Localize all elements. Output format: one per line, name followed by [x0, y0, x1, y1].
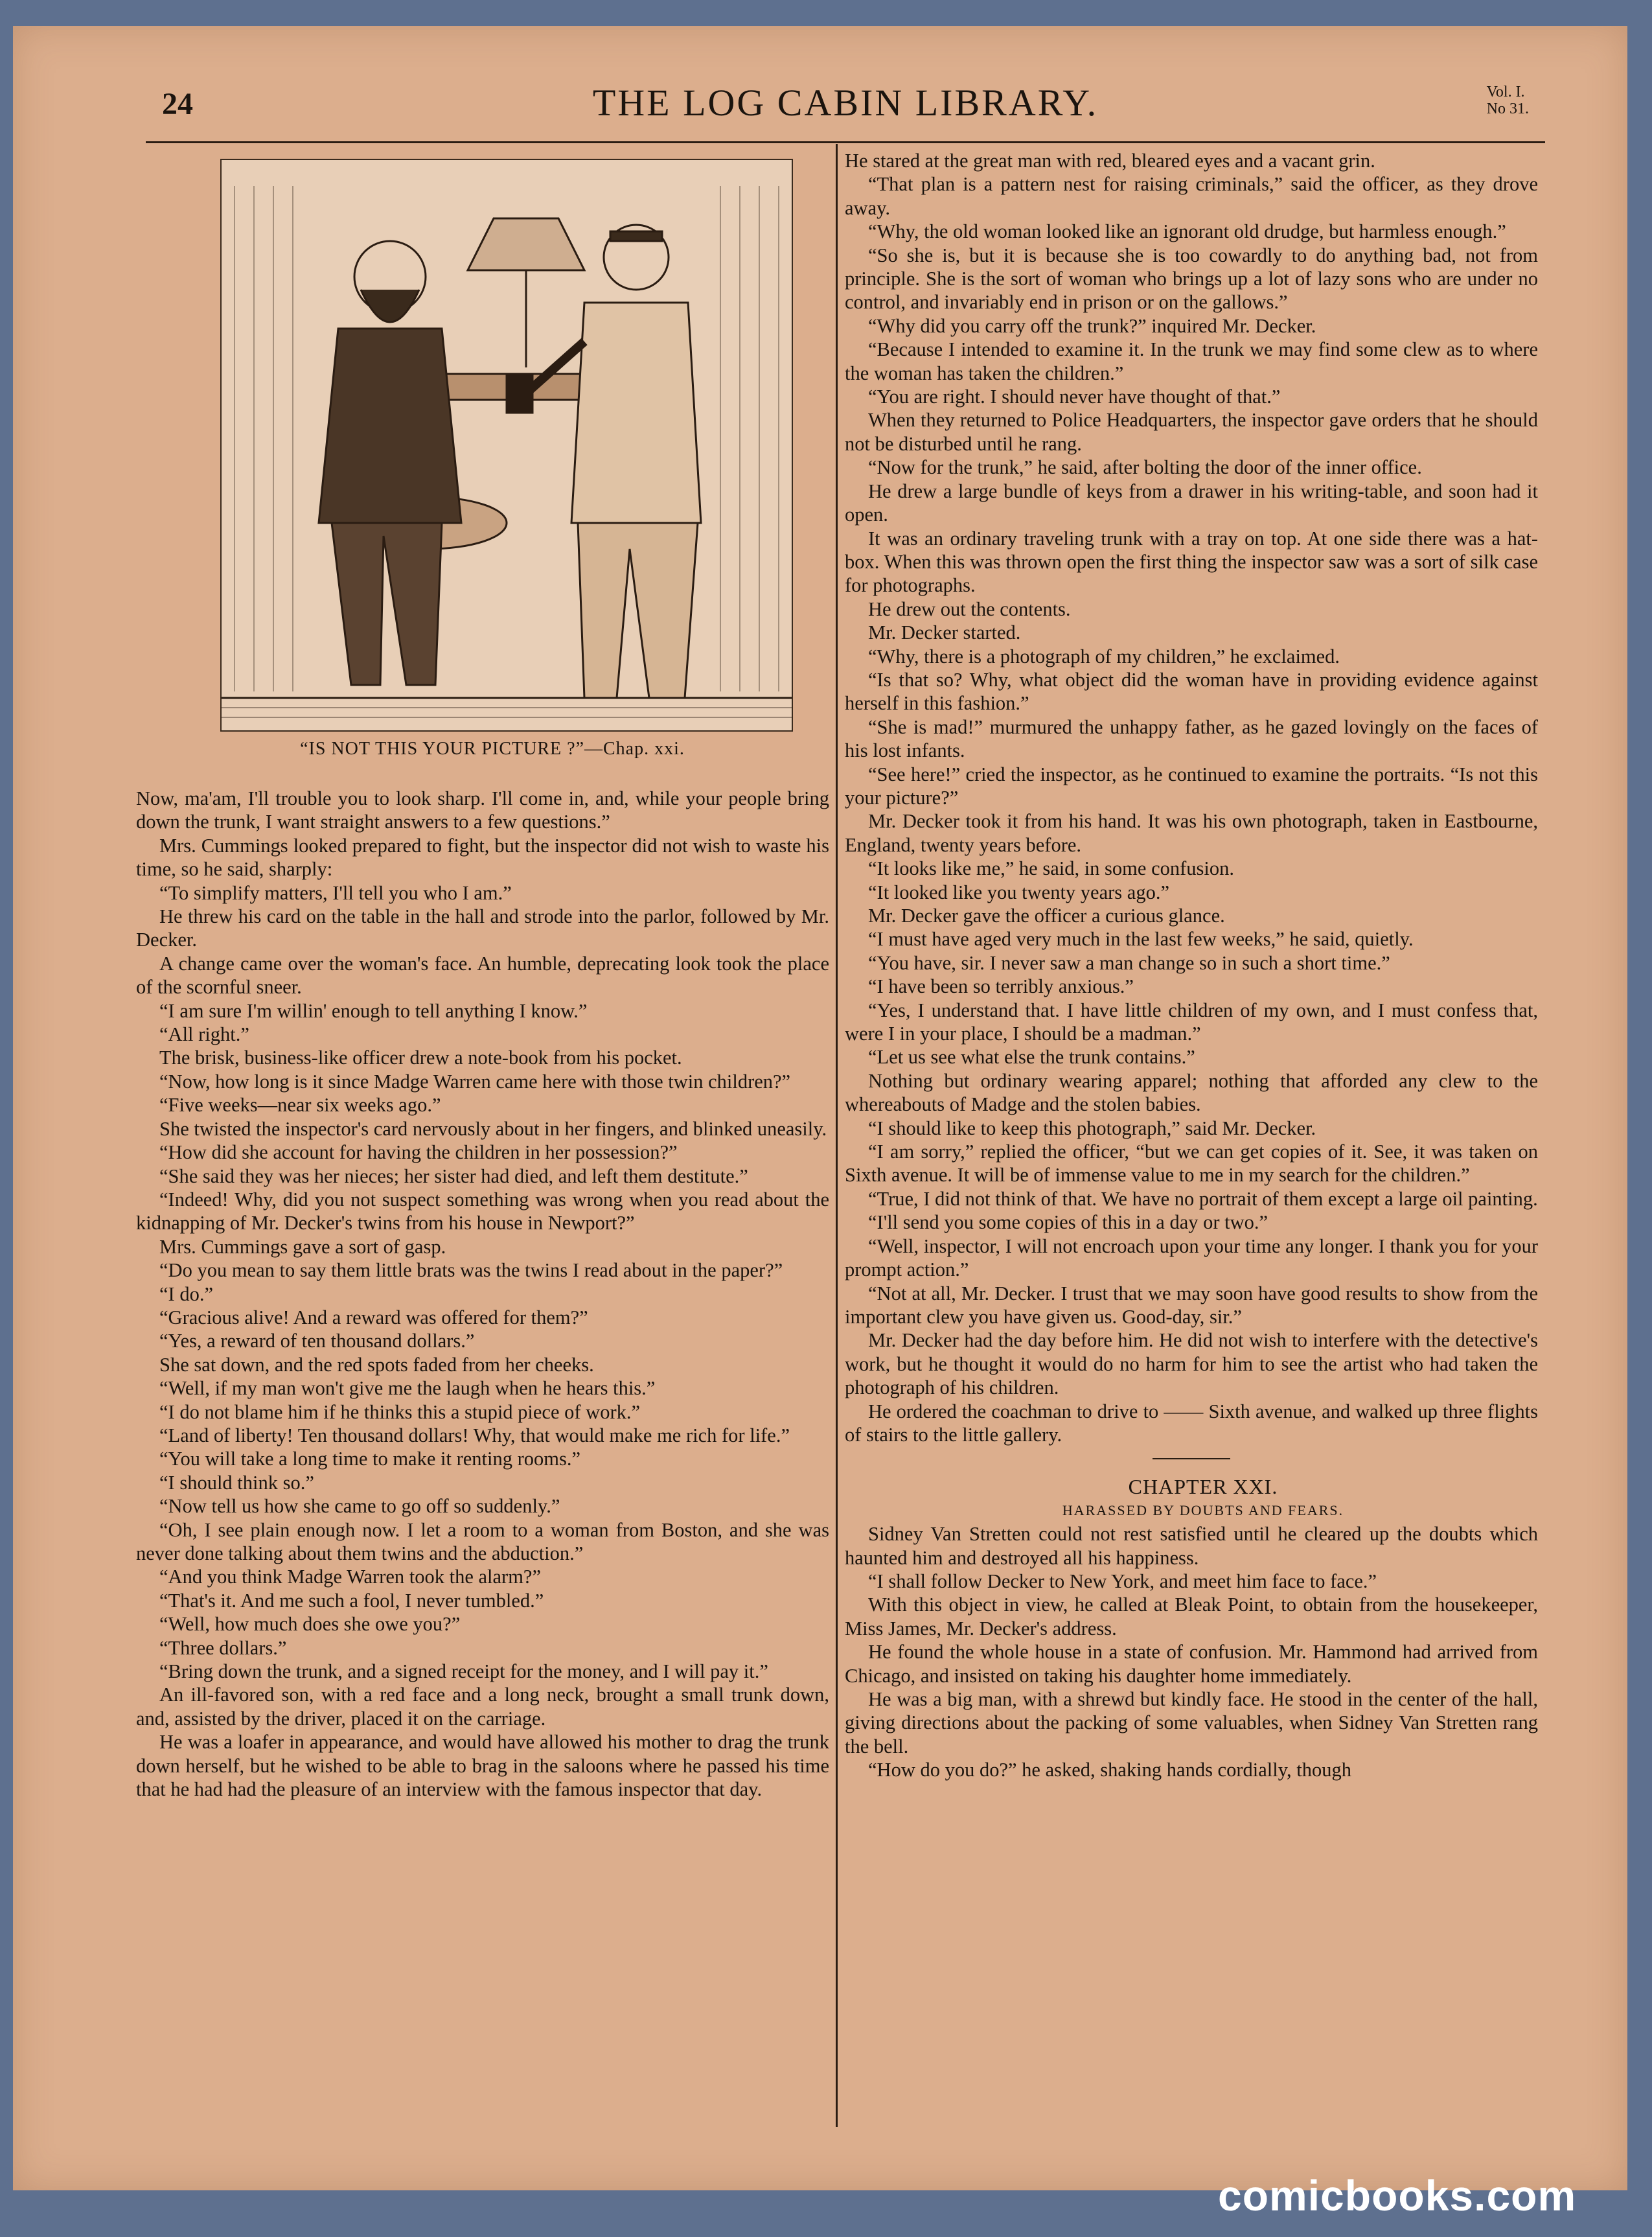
- paragraph: Mr. Decker gave the officer a curious glance.: [868, 905, 1225, 927]
- paragraph: “Is that so? Why, what object did the woman have in providing evidence against herself in this fashion.”: [845, 668, 1538, 715]
- paragraph: He drew a large bundle of keys from a drawer in his writing-table, and soon had it open.: [845, 480, 1538, 526]
- paragraph: “Well, inspector, I will not encroach upon your time any longer. I thank you for your prompt action.”: [845, 1234, 1538, 1281]
- paragraph: It was an ordinary traveling trunk with a tray on top. At one side there was a hat-box. When this was thrown open the first thing the inspector saw was a sort of silk case for photographs.: [845, 527, 1538, 597]
- paragraph: “How do you do?” he asked, shaking hands cordially, though: [868, 1759, 1351, 1781]
- paragraph: With this object in view, he called at Bleak Point, to obtain from the housekeeper, Miss James, Mr. Decker's address.: [845, 1594, 1538, 1640]
- paragraph: “Yes, I understand that. I have little children of my own, and I must confess that, were I in your place, I should be a madman.”: [845, 999, 1538, 1045]
- paragraph: “I do.”: [159, 1282, 213, 1305]
- paragraph: “It looked like you twenty years ago.”: [868, 881, 1169, 903]
- header-rule: [146, 141, 1545, 143]
- paragraph: “I am sure I'm willin' enough to tell anything I know.”: [159, 999, 588, 1022]
- two-men-engraving: [222, 160, 792, 730]
- paragraph: Mr. Decker started.: [868, 621, 1021, 644]
- paragraph: “Now, how long is it since Madge Warren came here with those twin children?”: [159, 1070, 791, 1093]
- paragraph: Mrs. Cummings gave a sort of gasp.: [159, 1235, 446, 1258]
- paragraph: A change came over the woman's face. An humble, deprecating look took the place of the scornful sneer.: [136, 952, 829, 999]
- paragraph: He was a loafer in appearance, and would have allowed his mother to drag the trunk down herself, but he wished to be able to brag in the saloons where he passed his time that he had had the pleasure of an interview with the famous inspector that day.: [136, 1731, 829, 1801]
- engraving-illustration: [220, 159, 793, 732]
- paragraph: “Three dollars.”: [159, 1636, 287, 1659]
- chapter-heading: CHAPTER XXI.: [1128, 1475, 1278, 1499]
- paragraph: “Bring down the trunk, and a signed receipt for the money, and I will pay it.”: [159, 1660, 768, 1683]
- paragraph: “To simplify matters, I'll tell you who I am.”: [159, 881, 512, 904]
- paragraph: “That's it. And me such a fool, I never tumbled.”: [159, 1589, 544, 1612]
- chapter-separator-rule: [1153, 1458, 1230, 1459]
- paragraph: “Because I intended to examine it. In the trunk we may find some clew as to where the woman has taken the children.”: [845, 338, 1538, 384]
- paragraph: “Yes, a reward of ten thousand dollars.”: [159, 1330, 475, 1352]
- paragraph: “All right.”: [159, 1023, 249, 1046]
- paragraph: He was a big man, with a shrewd but kindly face. He stood in the center of the hall, giving directions about the packing of some valuables, when Sidney Van Stretten rang the bell.: [845, 1688, 1538, 1757]
- right-column-story: [845, 149, 1538, 1446]
- volume-line: Vol. I.: [1486, 84, 1525, 100]
- page-number: 24: [162, 87, 193, 121]
- paragraph: “I should think so.”: [159, 1471, 314, 1494]
- paragraph: “You are right. I should never have thought of that.”: [868, 386, 1281, 408]
- right-text-column: [845, 149, 1538, 1782]
- left-text-column: [136, 787, 829, 1801]
- paragraph: “It looks like me,” he said, in some confusion.: [868, 857, 1234, 880]
- paragraph: He stared at the great man with red, bleared eyes and a vacant grin.: [845, 150, 1375, 172]
- paragraph: “Why, there is a photograph of my children,” he exclaimed.: [868, 645, 1340, 667]
- publication-title: THE LOG CABIN LIBRARY.: [592, 82, 1099, 124]
- paragraph: “Not at all, Mr. Decker. I trust that we may soon have good results to show from the important clew you have given us. Good-day, sir.”: [845, 1282, 1538, 1328]
- paragraph: Nothing but ordinary wearing apparel; nothing that afforded any clew to the whereabouts of Madge and the stolen babies.: [845, 1069, 1538, 1116]
- issue-line: No 31.: [1486, 100, 1529, 117]
- paragraph: “I do not blame him if he thinks this a stupid piece of work.”: [159, 1400, 641, 1423]
- paragraph: She twisted the inspector's card nervously about in her fingers, and blinked uneasily.: [159, 1117, 827, 1140]
- paragraph: “Now for the trunk,” he said, after bolting the door of the inner office.: [868, 456, 1422, 479]
- paragraph: Mr. Decker had the day before him. He did not wish to interfere with the detective's work, but he thought it would do no harm for him to see the artist who had taken the photograph of his children.: [845, 1329, 1538, 1399]
- paragraph: “Gracious alive! And a reward was offered for them?”: [159, 1306, 588, 1328]
- paragraph: “You have, sir. I never saw a man change so in such a short time.”: [868, 951, 1390, 974]
- paragraph: “Indeed! Why, did you not suspect something was wrong when you read about the kidnapping of Mr. Decker's twins from his house in Newport?”: [136, 1188, 829, 1234]
- paragraph: “You will take a long time to make it renting rooms.”: [159, 1448, 581, 1470]
- paragraph: “Five weeks—near six weeks ago.”: [159, 1094, 441, 1117]
- paragraph: “Why, the old woman looked like an ignorant old drudge, but harmless enough.”: [868, 220, 1506, 243]
- chapter-text: [845, 1522, 1538, 1781]
- page-header: [149, 62, 1542, 139]
- paragraph: “And you think Madge Warren took the alarm?”: [159, 1566, 542, 1588]
- illustration-caption: “IS NOT THIS YOUR PICTURE ?”—Chap. xxi.: [300, 739, 685, 759]
- paragraph: “Now tell us how she came to go off so suddenly.”: [159, 1495, 560, 1518]
- paragraph: He ordered the coachman to drive to —— Sixth avenue, and walked up three flights of stairs to the little gallery.: [845, 1400, 1538, 1446]
- paragraph: “I must have aged very much in the last few weeks,” he said, quietly.: [868, 928, 1414, 951]
- paragraph: Mr. Decker took it from his hand. It was his own photograph, taken in Eastbourne, England, twenty years before.: [845, 810, 1538, 856]
- paragraph: “Do you mean to say them little brats was the twins I read about in the paper?”: [159, 1259, 783, 1282]
- paragraph: “Oh, I see plain enough now. I let a room to a woman from Boston, and she was never done talking about them twins and the abduction.”: [136, 1518, 829, 1564]
- paragraph: He threw his card on the table in the hall and strode into the parlor, followed by Mr. Decker.: [136, 905, 829, 951]
- paragraph: “Well, if my man won't give me the laugh when he hears this.”: [159, 1377, 656, 1400]
- paragraph: “I have been so terribly anxious.”: [868, 975, 1134, 998]
- paragraph: “See here!” cried the inspector, as he continued to examine the portraits. “Is not this your picture?”: [845, 763, 1538, 809]
- paragraph: “How did she account for having the children in her possession?”: [159, 1141, 678, 1164]
- watermark: comicbooks.com: [1218, 2172, 1577, 2220]
- paragraph: She sat down, and the red spots faded from her cheeks.: [159, 1353, 594, 1376]
- chapter-subtitle: HARASSED BY DOUBTS AND FEARS.: [1062, 1501, 1344, 1518]
- paragraph: “She said they was her nieces; her sister had died, and left them destitute.”: [159, 1165, 748, 1187]
- column-divider: [836, 144, 838, 2127]
- paragraph: Sidney Van Stretten could not rest satisfied until he cleared up the doubts which haunted him and destroyed all his happiness.: [845, 1523, 1538, 1569]
- paragraph: The brisk, business-like officer drew a note-book from his pocket.: [159, 1047, 682, 1069]
- paragraph: “Well, how much does she owe you?”: [159, 1613, 461, 1636]
- paragraph: “I should like to keep this photograph,” said Mr. Decker.: [868, 1117, 1316, 1139]
- paragraph: “I am sorry,” replied the officer, “but we can get copies of it. See, it was taken on Sixth avenue. It will be of immense value to me in my search for the children.”: [845, 1141, 1538, 1187]
- paragraph: “Why did you carry off the trunk?” inquired Mr. Decker.: [868, 314, 1316, 337]
- paragraph: “That plan is a pattern nest for raising criminals,” said the officer, as they drove away.: [845, 173, 1538, 219]
- paragraph: When they returned to Police Headquarters, the inspector gave orders that he should not be disturbed until he rang.: [845, 409, 1538, 455]
- volume-info: [1487, 84, 1529, 117]
- paragraph: “Land of liberty! Ten thousand dollars! Why, that would make me rich for life.”: [159, 1424, 790, 1446]
- paragraph: Mrs. Cummings looked prepared to fight, but the inspector did not wish to waste his time, so he said, sharply:: [136, 834, 829, 881]
- paragraph: “So she is, but it is because she is too cowardly to do anything bad, not from principle. She is the sort of woman who brings up a lot of lazy sons who are under no control, and invariably end in prison or on the gallows.”: [845, 244, 1538, 314]
- paragraph: “I'll send you some copies of this in a day or two.”: [868, 1211, 1268, 1234]
- paragraph: Now, ma'am, I'll trouble you to look sharp. I'll come in, and, while your people bring down the trunk, I want straight answers to a few questions.”: [136, 787, 829, 833]
- paragraph: “I shall follow Decker to New York, and meet him face to face.”: [868, 1570, 1377, 1592]
- paragraph: “Let us see what else the trunk contains.”: [868, 1046, 1195, 1069]
- paragraph: An ill-favored son, with a red face and a long neck, brought a small trunk down, and, assisted by the driver, placed it on the carriage.: [136, 1684, 829, 1730]
- paragraph: He drew out the contents.: [868, 597, 1071, 620]
- paragraph: “True, I did not think of that. We have no portrait of them except a large oil painting.: [868, 1187, 1538, 1210]
- paragraph: He found the whole house in a state of confusion. Mr. Hammond had arrived from Chicago, and insisted on taking his daughter home immediately.: [845, 1641, 1538, 1687]
- paragraph: “She is mad!” murmured the unhappy father, as he gazed lovingly on the faces of his lost infants.: [845, 715, 1538, 762]
